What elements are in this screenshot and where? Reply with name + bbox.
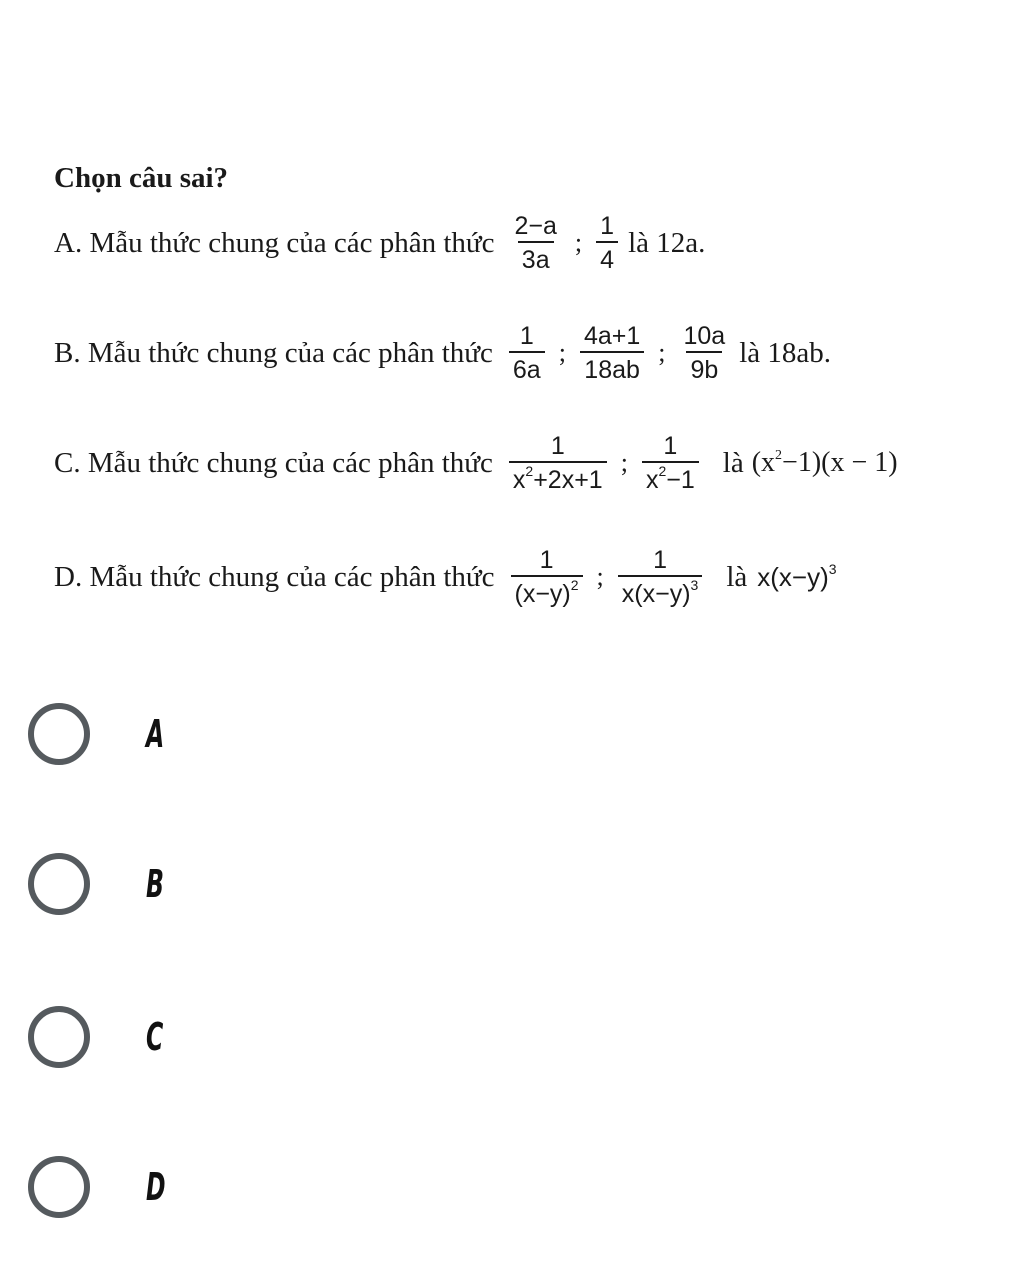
statement-a-stem: A. Mẫu thức chung của các phân thức [54,226,495,259]
fraction-denominator [509,461,607,495]
separator: ; [574,228,583,257]
answer-choice-label: A [146,712,165,756]
statement-d-conclusion [757,562,836,593]
statement-c [54,426,1014,500]
separator: ; [658,338,666,367]
exponent: 2 [775,448,783,463]
expr-part: −1)(x − 1) [782,447,898,478]
fraction [680,321,730,385]
statement-a-conclusion: là 12a. [628,226,706,259]
statement-b-conclusion: là 18ab. [739,336,832,369]
statement-c-conclusion-word: là [722,446,744,479]
fraction-numerator: 1 [550,432,565,460]
answer-choice-label: D [146,1165,166,1209]
fraction-denominator [642,461,699,495]
denominator-base: x [512,466,526,494]
denominator-rest: −1 [666,466,695,494]
fraction-numerator: 1 [600,212,615,240]
fraction-denominator [618,575,703,609]
fraction-numerator: 1 [519,322,534,350]
question-block [54,162,1014,608]
fraction [642,431,699,495]
statement-b-stem: B. Mẫu thức chung của các phân thức [54,336,493,369]
fraction-denominator: 4 [596,241,618,275]
separator: ; [620,448,628,477]
statement-d [54,532,1014,622]
answer-choice-a[interactable] [28,694,428,774]
fraction [618,545,703,609]
answer-choice-c[interactable] [28,997,428,1077]
fraction [580,321,644,385]
radio-button[interactable] [28,1156,90,1218]
fraction-denominator: 9b [686,351,722,385]
statement-c-conclusion [752,447,898,479]
exponent: 2 [525,463,534,479]
statement-d-conclusion-word: là [726,560,748,593]
denominator-base: (x−y) [514,580,571,608]
answer-choice-d[interactable] [28,1147,428,1227]
fraction-numerator: 1 [539,546,554,574]
statement-d-stem: D. Mẫu thức chung của các phân thức [54,560,495,593]
fraction-numerator: 10a [683,322,726,350]
expr-part: (x [751,447,776,478]
separator: ; [558,338,566,367]
exponent: 2 [570,577,579,593]
answer-choice-label: C [146,1015,164,1059]
fraction-denominator: 18ab [580,351,644,385]
fraction-numerator: 4a+1 [583,322,641,350]
fraction [596,211,618,275]
fraction-denominator: 6a [509,351,545,385]
expr-part: x(x−y) [757,561,829,592]
exponent: 3 [828,560,837,577]
fraction-numerator: 2−a [514,212,557,240]
statement-c-stem: C. Mẫu thức chung của các phân thức [54,446,493,479]
radio-button[interactable] [28,703,90,765]
fraction [511,211,561,275]
fraction-numerator: 1 [663,432,678,460]
fraction [509,431,607,495]
fraction [511,545,583,609]
exponent: 2 [658,463,667,479]
fraction-denominator: 3a [518,241,554,275]
fraction [509,321,545,385]
statement-a [54,210,1014,276]
answer-choice-b[interactable] [28,844,428,924]
fraction-denominator [511,575,583,609]
denominator-rest: +2x+1 [533,466,603,494]
separator: ; [596,562,604,591]
fraction-numerator: 1 [653,546,667,574]
denominator-base: x(x−y) [621,580,691,608]
denominator-base: x [645,466,659,494]
question-title: Chọn câu sai? [54,162,229,194]
exponent: 3 [690,577,699,593]
answer-choice-label: B [146,862,164,906]
radio-button[interactable] [28,853,90,915]
radio-button[interactable] [28,1006,90,1068]
statement-b [54,317,1014,389]
